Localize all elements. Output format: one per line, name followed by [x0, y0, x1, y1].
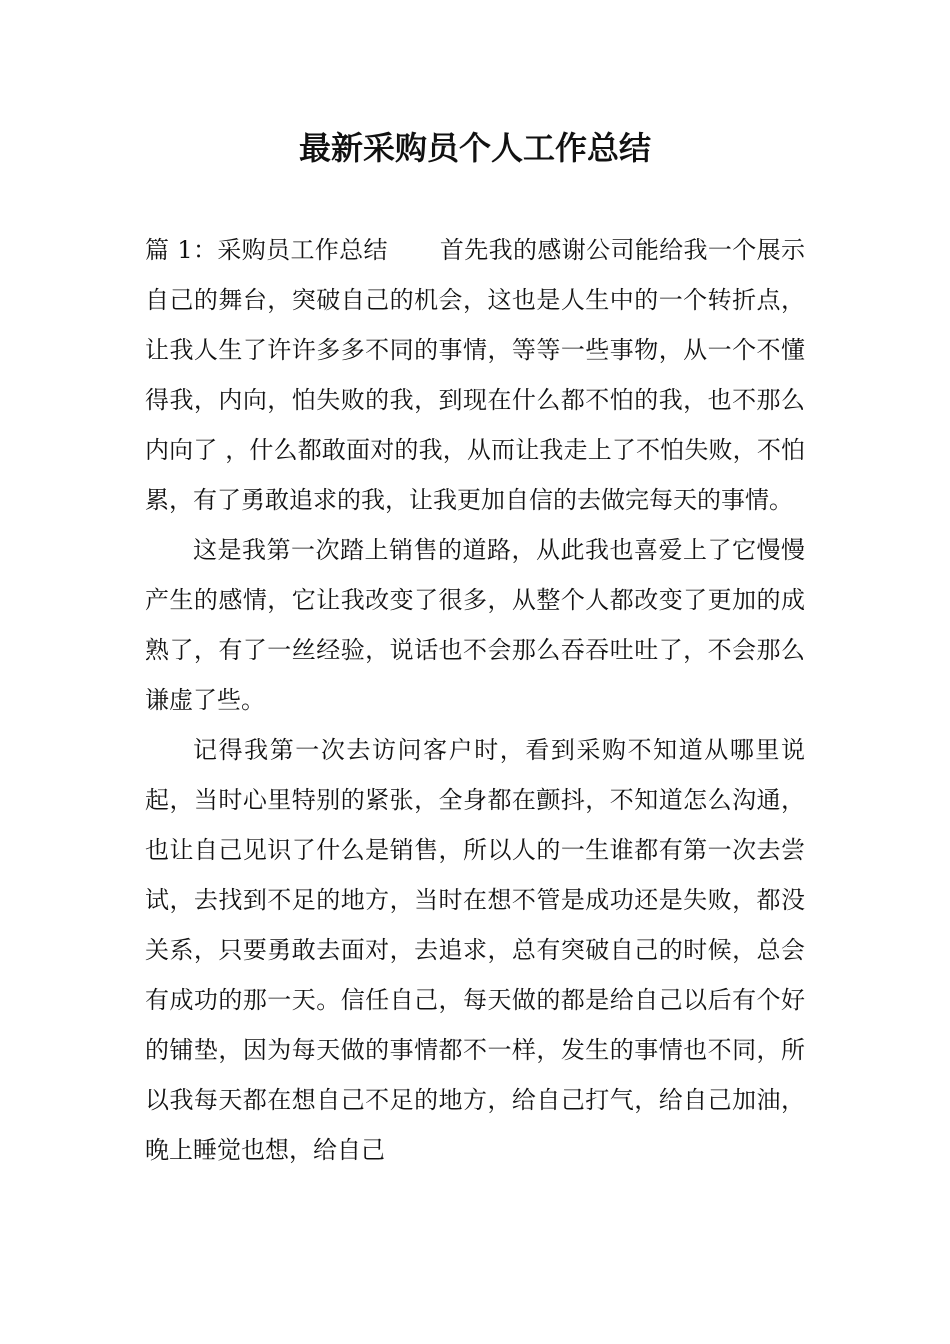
paragraph-1-text: 首先我的感谢公司能给我一个展示自己的舞台，突破自己的机会，这也是人生中的一个转折点，让我人生了许许多多不同的事情，等等一些事物，从一个不懂得我，内向，怕失败的我，到现在什么都不怕的我，也不那么内向了 ，什么都敢面对的我，从而让我走上了不怕失败，不怕累，有了勇敢追求的我，让我更加自信的去做完每天的事情。: [145, 236, 805, 514]
document-title: 最新采购员个人工作总结: [298, 129, 651, 167]
paragraph-3: 记得我第一次去访问客户时，看到采购不知道从哪里说起，当时心里特别的紧张，全身都在颤抖，不知道怎么沟通，也让自己见识了什么是销售，所以人的一生谁都有第一次去尝试，去找到不足的地方，当时在想不管是成功还是失败，都没关系，只要勇敢去面对，去追求，总有突破自己的时候，总会有成功的那一天。信任自己，每天做的都是给自己以后有个好的铺垫，因为每天做的事情都不一样，发生的事情也不同，所以我每天都在想自己不足的地方，给自己打气，给自己加油，晚上睡觉也想，给自己: [145, 736, 805, 1164]
document-body: [145, 225, 805, 1175]
paragraph-2: 这是我第一次踏上销售的道路，从此我也喜爱上了它慢慢产生的感情，它让我改变了很多，从整个人都改变了更加的成熟了，有了一丝经验，说话也不会那么吞吞吐吐了，不会那么谦虚了些。: [145, 536, 805, 714]
section-label: 篇 1：采购员工作总结: [145, 236, 388, 264]
paragraph-1: [145, 225, 805, 525]
